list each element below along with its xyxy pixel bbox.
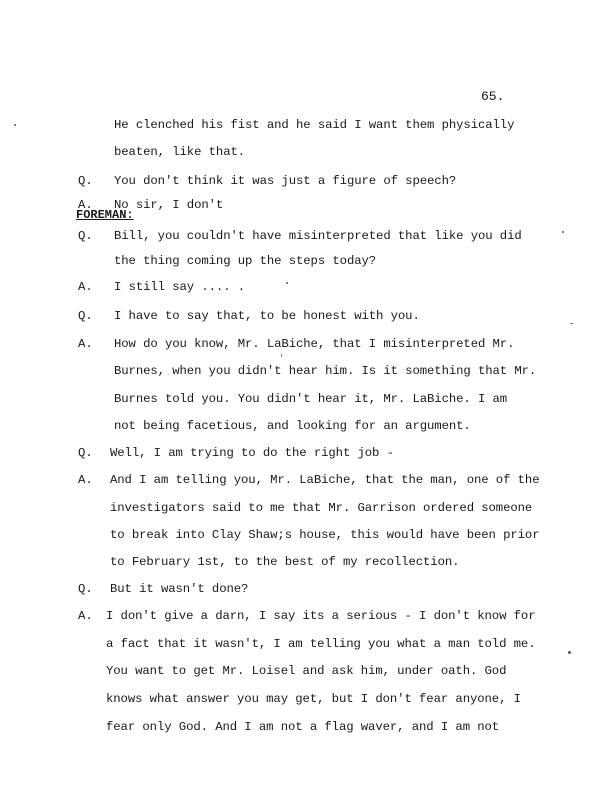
question-label: Q. <box>78 309 93 323</box>
text-line: a fact that it wasn't, I am telling you what a man told me. <box>106 637 536 651</box>
answer-label: A. <box>78 198 93 212</box>
text-line: I have to say that, to be honest with you. <box>114 309 420 323</box>
text-line: I still say .... . <box>114 280 246 294</box>
text-line: But it wasn't done? <box>110 582 249 596</box>
answer-label: A. <box>78 337 93 351</box>
question-label: Q. <box>78 446 93 460</box>
text-line: Bill, you couldn't have misinterpreted that like you did <box>114 229 522 243</box>
text-line: Burnes told you. You didn't hear it, Mr. LaBiche. I am <box>114 392 508 406</box>
text-line: And I am telling you, Mr. LaBiche, that the man, one of the <box>110 473 540 487</box>
answer-label: A. <box>78 473 93 487</box>
text-line: to break into Clay Shaw;s house, this would have been prior <box>110 528 540 542</box>
page-number: 65. <box>481 89 505 104</box>
text-line: beaten, like that. <box>114 145 246 159</box>
text-line: Well, I am trying to do the right job - <box>110 446 394 460</box>
text-line: investigators said to me that Mr. Garrison ordered someone <box>110 501 533 515</box>
scan-speck <box>286 282 288 284</box>
scan-speck <box>570 323 573 324</box>
text-line: Burnes, when you didn't hear him. Is it something that Mr. <box>114 364 537 378</box>
question-label: Q. <box>78 229 93 243</box>
text-line: not being facetious, and looking for an argument. <box>114 419 471 433</box>
speaker-heading: FOREMAN: <box>76 208 134 222</box>
text-line: the thing coming up the steps today? <box>114 254 377 268</box>
text-line: He clenched his fist and he said I want them physically <box>114 118 515 132</box>
text-line: You don't think it was just a figure of speech? <box>114 174 457 188</box>
scan-speck <box>281 354 282 357</box>
question-label: Q. <box>78 174 93 188</box>
scan-speck <box>562 231 564 233</box>
answer-label: A. <box>78 280 93 294</box>
scan-speck <box>14 124 16 126</box>
scan-speck <box>568 651 571 654</box>
text-line: I don't give a darn, I say its a serious - I don't know for <box>106 609 536 623</box>
text-line: No sir, I don't <box>114 198 224 212</box>
question-label: Q. <box>78 582 93 596</box>
text-line: to February 1st, to the best of my recollection. <box>110 555 460 569</box>
text-line: You want to get Mr. Loisel and ask him, under oath. God <box>106 664 507 678</box>
text-line: knows what answer you may get, but I don't fear anyone, I <box>106 692 521 706</box>
text-line: How do you know, Mr. LaBiche, that I misinterpreted Mr. <box>114 337 515 351</box>
answer-label: A. <box>78 609 93 623</box>
text-line: fear only God. And I am not a flag waver, and I am not <box>106 720 500 734</box>
